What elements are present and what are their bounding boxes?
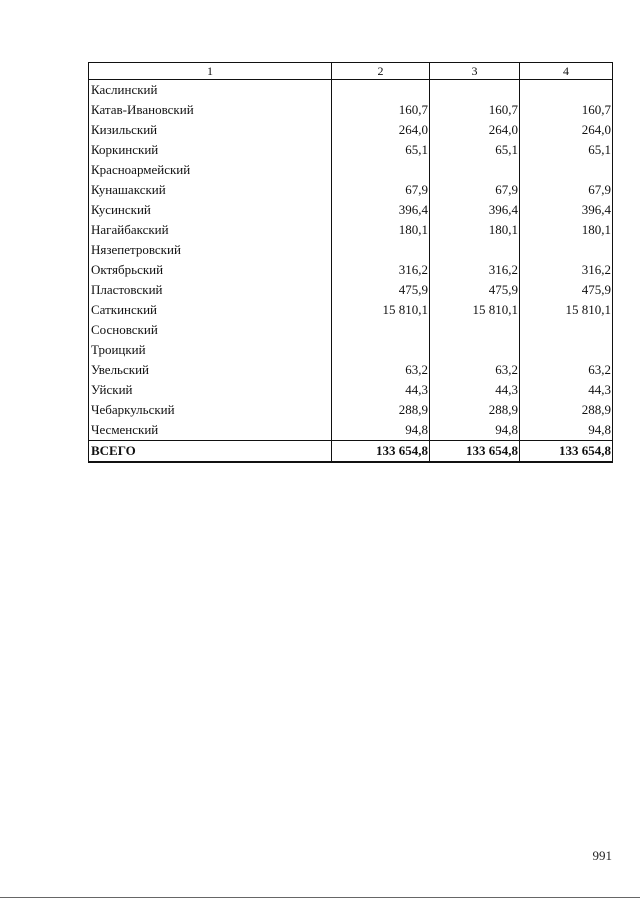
header-col-1: 1 bbox=[89, 63, 332, 80]
district-name-cell: Чебаркульский bbox=[89, 400, 332, 420]
value-col-3-cell: 396,4 bbox=[430, 200, 520, 220]
table-row bbox=[89, 200, 613, 220]
district-name-cell: Коркинский bbox=[89, 140, 332, 160]
value-col-2-cell bbox=[332, 320, 430, 340]
value-col-2-cell: 180,1 bbox=[332, 220, 430, 240]
value-col-3-cell bbox=[430, 320, 520, 340]
value-col-2-cell: 15 810,1 bbox=[332, 300, 430, 320]
table-body bbox=[89, 80, 613, 463]
district-name-cell: Пластовский bbox=[89, 280, 332, 300]
district-name-cell: ВСЕГО bbox=[89, 441, 332, 463]
value-col-4-cell: 396,4 bbox=[520, 200, 613, 220]
district-name-cell: Кизильский bbox=[89, 120, 332, 140]
table-row bbox=[89, 160, 613, 180]
value-col-3-cell: 133 654,8 bbox=[430, 441, 520, 463]
district-name-cell: Троицкий bbox=[89, 340, 332, 360]
value-col-2-cell: 288,9 bbox=[332, 400, 430, 420]
district-name-cell: Саткинский bbox=[89, 300, 332, 320]
value-col-3-cell: 94,8 bbox=[430, 420, 520, 441]
value-col-3-cell: 15 810,1 bbox=[430, 300, 520, 320]
value-col-2-cell: 67,9 bbox=[332, 180, 430, 200]
value-col-3-cell: 264,0 bbox=[430, 120, 520, 140]
value-col-2-cell bbox=[332, 340, 430, 360]
value-col-4-cell bbox=[520, 240, 613, 260]
value-col-4-cell: 94,8 bbox=[520, 420, 613, 441]
value-col-3-cell: 44,3 bbox=[430, 380, 520, 400]
value-col-3-cell bbox=[430, 80, 520, 101]
value-col-2-cell bbox=[332, 160, 430, 180]
table-row bbox=[89, 400, 613, 420]
value-col-3-cell bbox=[430, 240, 520, 260]
table-row bbox=[89, 260, 613, 280]
district-name-cell: Кунашакский bbox=[89, 180, 332, 200]
value-col-2-cell: 133 654,8 bbox=[332, 441, 430, 463]
bottom-divider bbox=[0, 897, 640, 898]
district-name-cell: Красноармейский bbox=[89, 160, 332, 180]
value-col-4-cell: 180,1 bbox=[520, 220, 613, 240]
table-row bbox=[89, 140, 613, 160]
district-name-cell: Кусинский bbox=[89, 200, 332, 220]
value-col-3-cell: 316,2 bbox=[430, 260, 520, 280]
value-col-2-cell: 65,1 bbox=[332, 140, 430, 160]
district-name-cell: Катав-Ивановский bbox=[89, 100, 332, 120]
table-row bbox=[89, 420, 613, 441]
value-col-4-cell: 67,9 bbox=[520, 180, 613, 200]
table-row bbox=[89, 380, 613, 400]
value-col-2-cell: 396,4 bbox=[332, 200, 430, 220]
value-col-2-cell bbox=[332, 240, 430, 260]
value-col-2-cell: 475,9 bbox=[332, 280, 430, 300]
table-row bbox=[89, 340, 613, 360]
district-name-cell: Октябрьский bbox=[89, 260, 332, 280]
data-table bbox=[88, 62, 613, 463]
value-col-3-cell bbox=[430, 160, 520, 180]
table-row bbox=[89, 120, 613, 140]
value-col-4-cell: 15 810,1 bbox=[520, 300, 613, 320]
table-row bbox=[89, 320, 613, 340]
value-col-3-cell bbox=[430, 340, 520, 360]
value-col-2-cell: 44,3 bbox=[332, 380, 430, 400]
header-col-3: 3 bbox=[430, 63, 520, 80]
table-header bbox=[89, 63, 613, 80]
value-col-2-cell: 316,2 bbox=[332, 260, 430, 280]
value-col-4-cell: 316,2 bbox=[520, 260, 613, 280]
header-col-4: 4 bbox=[520, 63, 613, 80]
page-number: 991 bbox=[592, 848, 612, 863]
value-col-4-cell: 65,1 bbox=[520, 140, 613, 160]
value-col-4-cell: 288,9 bbox=[520, 400, 613, 420]
table-row bbox=[89, 80, 613, 101]
value-col-3-cell: 67,9 bbox=[430, 180, 520, 200]
table-row bbox=[89, 360, 613, 380]
value-col-4-cell: 264,0 bbox=[520, 120, 613, 140]
value-col-4-cell bbox=[520, 80, 613, 101]
table-row bbox=[89, 100, 613, 120]
district-name-cell: Чесменский bbox=[89, 420, 332, 441]
district-name-cell: Нязепетровский bbox=[89, 240, 332, 260]
district-name-cell: Увельский bbox=[89, 360, 332, 380]
value-col-3-cell: 63,2 bbox=[430, 360, 520, 380]
value-col-4-cell bbox=[520, 320, 613, 340]
value-col-4-cell: 160,7 bbox=[520, 100, 613, 120]
district-name-cell: Уйский bbox=[89, 380, 332, 400]
value-col-4-cell: 133 654,8 bbox=[520, 441, 613, 463]
table-row bbox=[89, 180, 613, 200]
value-col-2-cell: 63,2 bbox=[332, 360, 430, 380]
table-row bbox=[89, 300, 613, 320]
value-col-3-cell: 475,9 bbox=[430, 280, 520, 300]
value-col-2-cell: 94,8 bbox=[332, 420, 430, 441]
district-name-cell: Каслинский bbox=[89, 80, 332, 101]
table-row bbox=[89, 280, 613, 300]
total-row bbox=[89, 441, 613, 463]
value-col-3-cell: 180,1 bbox=[430, 220, 520, 240]
header-row bbox=[89, 63, 613, 80]
table-row bbox=[89, 220, 613, 240]
value-col-4-cell: 44,3 bbox=[520, 380, 613, 400]
value-col-2-cell: 160,7 bbox=[332, 100, 430, 120]
district-name-cell: Нагайбакский bbox=[89, 220, 332, 240]
value-col-3-cell: 160,7 bbox=[430, 100, 520, 120]
value-col-3-cell: 65,1 bbox=[430, 140, 520, 160]
district-name-cell: Сосновский bbox=[89, 320, 332, 340]
value-col-2-cell: 264,0 bbox=[332, 120, 430, 140]
table-row bbox=[89, 240, 613, 260]
value-col-4-cell bbox=[520, 160, 613, 180]
value-col-4-cell: 475,9 bbox=[520, 280, 613, 300]
value-col-4-cell: 63,2 bbox=[520, 360, 613, 380]
header-col-2: 2 bbox=[332, 63, 430, 80]
value-col-3-cell: 288,9 bbox=[430, 400, 520, 420]
value-col-2-cell bbox=[332, 80, 430, 101]
value-col-4-cell bbox=[520, 340, 613, 360]
